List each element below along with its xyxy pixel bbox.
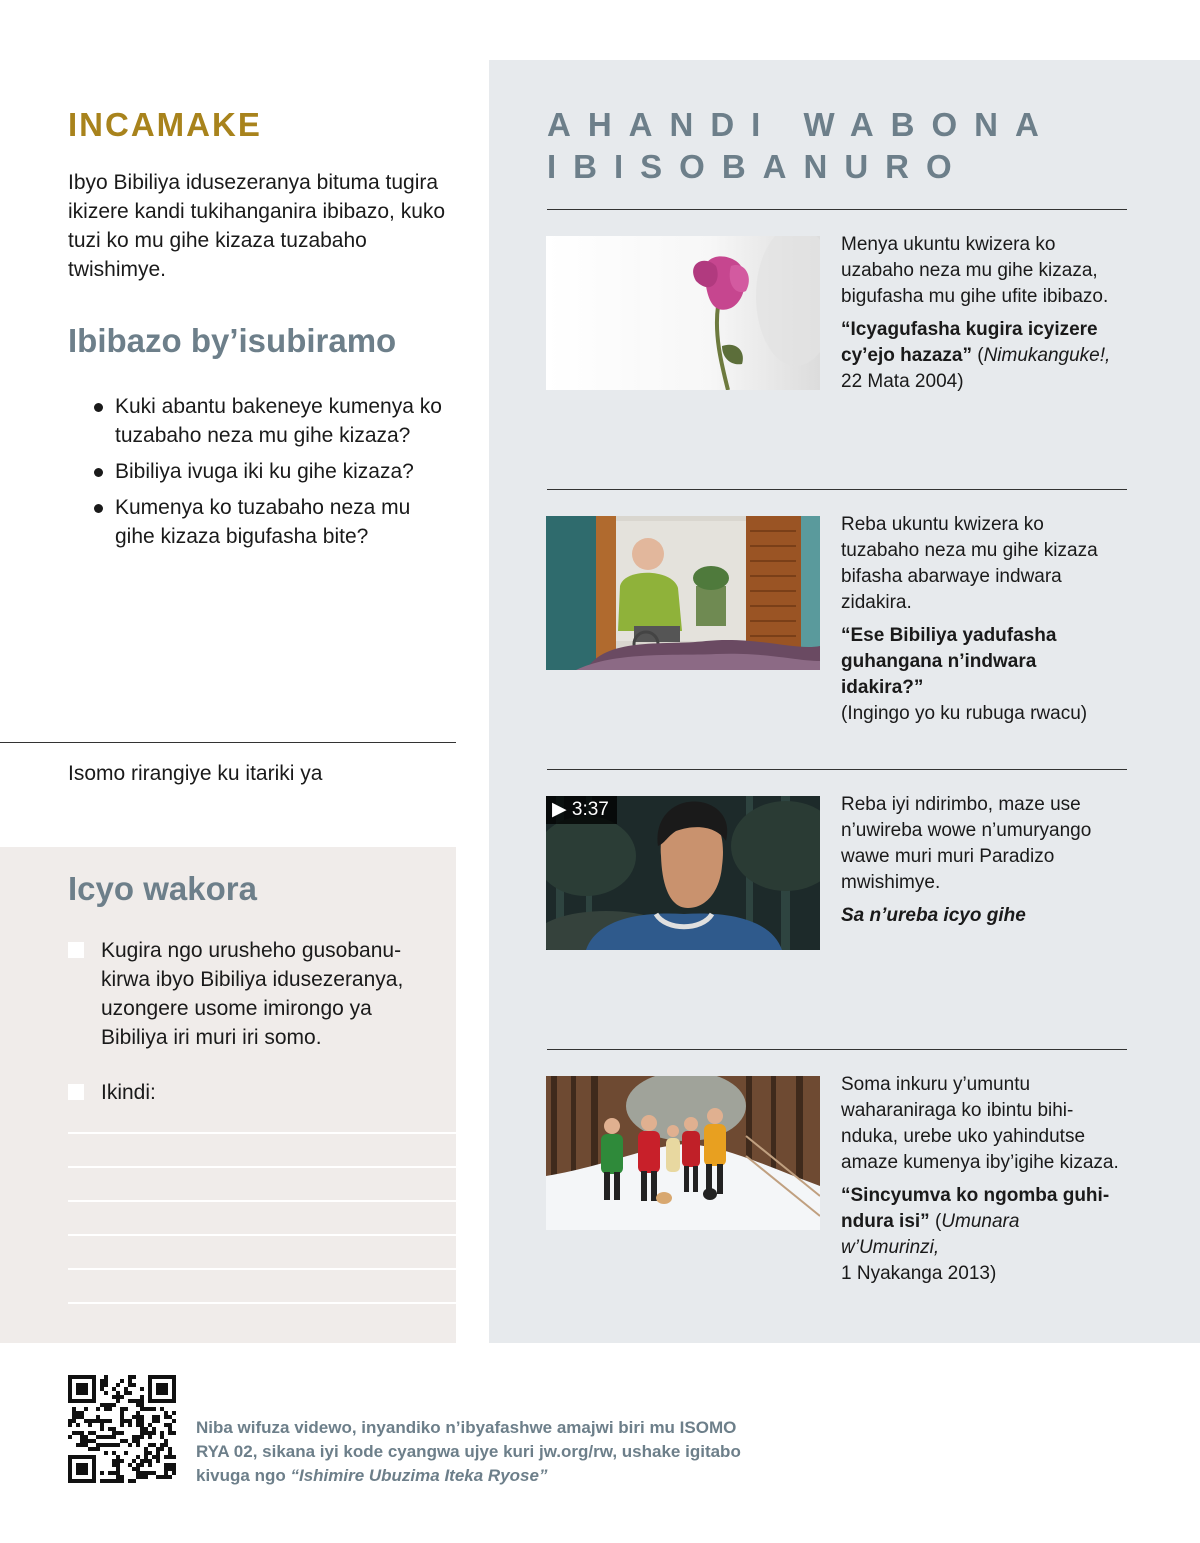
resource-item — [841, 512, 1121, 727]
writing-line[interactable] — [68, 1268, 456, 1270]
resource-item — [841, 232, 1121, 395]
more-info-heading-line: IBISOBANURO — [547, 148, 969, 185]
todo-item-text: Ikindi: — [101, 1081, 156, 1104]
writing-line[interactable] — [68, 1200, 456, 1202]
pink-flower-image[interactable] — [546, 236, 820, 390]
writing-line[interactable] — [68, 1234, 456, 1236]
todo-item — [68, 936, 428, 1052]
review-question: Kuki abantu bakeneye kumenya ko tuzabaho neza mu gihe kizaza? — [93, 392, 453, 450]
resource-item — [841, 792, 1121, 929]
review-questions — [93, 392, 453, 558]
footer-text-plain: Niba wifuza videwo, inyandiko n’ibyafashwe amajwi biri mu ISOMO RYA 02, sikana iyi kode cyangwa ujye kuri jw.org/rw, ushake igitabo kivuga ngo — [196, 1418, 741, 1485]
writing-line[interactable] — [68, 1166, 456, 1168]
resource-description: Menya ukuntu kwizera ko uzabaho neza mu gihe kizaza, bigufasha mu gihe ufite ibibazo. — [841, 234, 1109, 307]
resource-source: 22 Mata 2004) — [841, 371, 964, 392]
todo-item-text: Kugira ngo urusheho gusobanu- kirwa ibyo Bibiliya idusezeranya, uzongere usome imirongo ya Bibiliya iri muri iri somo. — [101, 939, 404, 1049]
man-in-wheelchair-image[interactable] — [546, 516, 820, 670]
summary-text: Ibyo Bibiliya idusezeranya bituma tugira ikizere kandi tukihanganira ibibazo, kuko tuzi ko mu gihe kizaza tuzabaho twishimye. — [68, 171, 446, 281]
resource-description: Soma inkuru y’umuntu waharaniraga ko ibintu bihi- nduka, urebe uko yahindutse amaze kumenya iby’igihe kizaza. — [841, 1074, 1119, 1173]
resource-title[interactable]: “Sincyumva ko ngomba guhi- ndura isi” — [841, 1185, 1110, 1232]
divider — [547, 489, 1127, 490]
review-question: Kumenya ko tuzabaho neza mu gihe kizaza bigufasha bite? — [93, 493, 453, 551]
resource-title[interactable]: “Ese Bibiliya yadufasha guhangana n’indwara idakira?” — [841, 625, 1057, 698]
checkbox[interactable] — [68, 1084, 84, 1100]
footer-text — [196, 1416, 756, 1488]
resource-source: 1 Nyakanga 2013) — [841, 1263, 997, 1284]
writing-line[interactable] — [68, 1132, 456, 1134]
divider — [547, 1049, 1127, 1050]
resource-title[interactable]: “Icyagufasha kugira icyizere cy’ejo hazaza” — [841, 319, 1098, 366]
family-walking-snow-image[interactable] — [546, 1076, 820, 1230]
divider — [547, 769, 1127, 770]
resource-item — [841, 1072, 1121, 1287]
divider — [0, 742, 456, 743]
footer-book-title[interactable]: “Ishimire Ubuzima Iteka Ryose” — [290, 1466, 548, 1485]
todo-heading: Icyo wakora — [68, 870, 257, 907]
resource-source: (Ingingo yo ku rubuga rwacu) — [841, 703, 1088, 724]
summary-heading: INCAMAKE — [68, 106, 262, 143]
divider — [547, 209, 1127, 210]
review-heading: Ibibazo by’isubiramo — [68, 322, 397, 359]
checkbox[interactable] — [68, 942, 84, 958]
writing-line[interactable] — [68, 1302, 456, 1304]
video-duration-badge[interactable]: ▶ 3:37 — [546, 796, 617, 824]
video-duration: 3:37 — [571, 799, 609, 820]
resource-description: Reba ukuntu kwizera ko tuzabaho neza mu gihe kizaza bifasha abarwaye indwara zidakira. — [841, 514, 1098, 613]
resource-source: ( — [929, 1211, 942, 1232]
resource-source: ( — [971, 345, 984, 366]
resource-source-italic: Nimukanguke!, — [983, 345, 1111, 366]
todo-item — [68, 1078, 428, 1107]
more-info-heading — [547, 104, 1056, 188]
resource-description: Reba iyi ndirimbo, maze use n’uwireba wowe n’umuryango wawe muri muri Paradizo mwishimye. — [841, 794, 1092, 893]
qr-code[interactable] — [68, 1375, 176, 1483]
completion-date-label: Isomo rirangiye ku itariki ya — [68, 762, 323, 785]
more-info-heading-line: AHANDI WABONA — [547, 106, 1056, 143]
review-question: Bibiliya ivuga iki ku gihe kizaza? — [93, 457, 453, 486]
resource-source-italic: Umunara w’Umurinzi, — [841, 1211, 1020, 1258]
resource-title[interactable]: Sa n’ureba icyo gihe — [841, 905, 1026, 926]
man-looking-up-image[interactable] — [546, 796, 820, 950]
